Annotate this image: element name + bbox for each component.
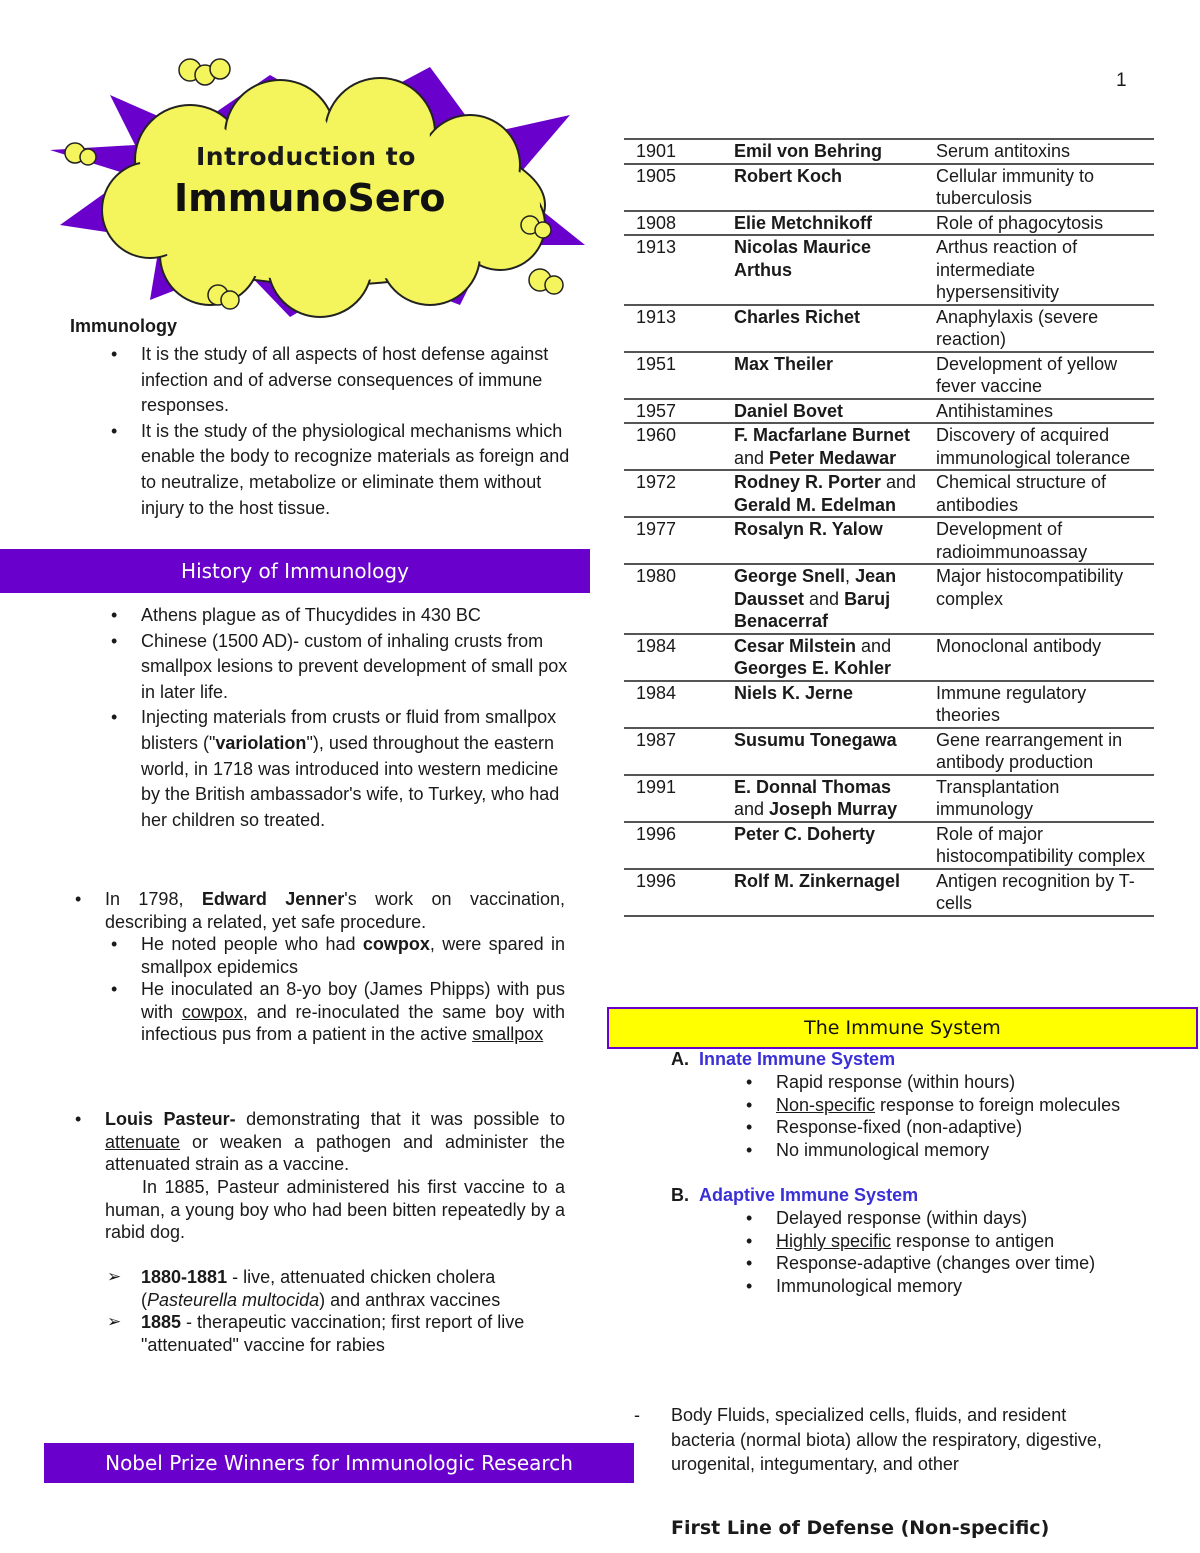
table-row: 1996 Peter C. Doherty Role of major histocompatibility complex (624, 822, 1154, 869)
table-row: 1977 Rosalyn R. Yalow Development of radioimmunoassay (624, 517, 1154, 564)
list-item: • Louis Pasteur- demonstrating that it was possible to attenuate or weaken a pathogen and administer the attenuated strain as a vaccine. (105, 1108, 565, 1176)
table-row: 1951 Max Theiler Development of yellow fever vaccine (624, 352, 1154, 399)
table-row: 1972 Rodney R. Porter and Gerald M. Edelman Chemical structure of antibodies (624, 470, 1154, 517)
jenner-sub-list (141, 933, 565, 1046)
list-item: • Delayed response (within days) (776, 1207, 1176, 1230)
nobel-heading: Nobel Prize Winners for Immunologic Research (105, 1451, 573, 1475)
table-row: 1984 Niels K. Jerne Immune regulatory theories (624, 681, 1154, 728)
pasteur-paragraph: In 1885, Pasteur administered his first vaccine to a human, a young boy who had been bitten repeatedly by a rabid dog. (105, 1177, 565, 1242)
list-item: • Chinese (1500 AD)- custom of inhaling crusts from smallpox lesions to prevent development of small pox in later life. (141, 629, 571, 706)
table-row: 1913 Nicolas Maurice Arthus Arthus reaction of intermediate hypersensitivity (624, 235, 1154, 305)
immunology-bullet-list (141, 342, 571, 521)
table-row: 1913 Charles Richet Anaphylaxis (severe reaction) (624, 305, 1154, 352)
nobel-heading-bar (44, 1443, 634, 1483)
history-heading-bar (0, 549, 590, 593)
list-item: • Response-fixed (non-adaptive) (776, 1116, 1176, 1139)
table-row: 1905 Robert Koch Cellular immunity to tuberculosis (624, 164, 1154, 211)
list-item: • Athens plague as of Thucydides in 430 BC (141, 603, 571, 629)
pasteur-arrow-item-1: ➢ 1880-1881 - live, attenuated chicken cholera (Pasteurella multocida) and anthrax vaccines (107, 1267, 501, 1310)
immune-system-heading-bar (607, 1007, 1198, 1049)
body-fluids-text: Body Fluids, specialized cells, fluids, and resident bacteria (normal biota) allow the respiratory, digestive, urogenital, integumentary, and other (671, 1405, 1102, 1474)
list-item: • He inoculated an 8-yo boy (James Phipps) with pus with cowpox, and re-inoculated the same boy with infectious pus from a patient in the active smallpox (141, 978, 565, 1046)
pasteur-list (105, 1108, 565, 1176)
table-row: 1984 Cesar Milstein and Georges E. Kohler Monoclonal antibody (624, 634, 1154, 681)
title-line-2: ImmunoSero (174, 176, 446, 220)
table-row: 1908 Elie Metchnikoff Role of phagocytosis (624, 211, 1154, 236)
list-item: • It is the study of the physiological mechanisms which enable the body to recognize materials as foreign and to neutralize, metabolize or eliminate them without injury to the host tissue. (141, 419, 571, 521)
first-line-heading: First Line of Defense (Non-specific) (671, 1517, 1050, 1539)
jenner-list (105, 888, 565, 933)
innate-list (776, 1071, 1176, 1161)
dash-marker: - (634, 1405, 640, 1425)
immunology-heading: Immunology (70, 316, 177, 336)
title-line-1: Introduction to (196, 142, 416, 171)
table-row: 1996 Rolf M. Zinkernagel Antigen recognition by T-cells (624, 869, 1154, 916)
immune-system-heading: The Immune System (804, 1017, 1001, 1039)
list-item: • Highly specific response to antigen (776, 1230, 1176, 1253)
list-item: • No immunological memory (776, 1139, 1176, 1162)
list-item: • Rapid response (within hours) (776, 1071, 1176, 1094)
innate-label: A. Innate Immune System (671, 1049, 896, 1069)
list-item: • He noted people who had cowpox, were spared in smallpox epidemics (141, 933, 565, 978)
page-number: 1 (1116, 70, 1127, 91)
list-item: • Response-adaptive (changes over time) (776, 1252, 1176, 1275)
table-row: 1980 George Snell, Jean Dausset and Baruj Benacerraf Major histocompatibility complex (624, 564, 1154, 634)
list-item: • Non-specific response to foreign molecules (776, 1094, 1176, 1117)
arrow-icon: ➢ (107, 1312, 122, 1331)
nobel-table (624, 138, 1154, 917)
table-row: 1957 Daniel Bovet Antihistamines (624, 399, 1154, 424)
list-item: • Injecting materials from crusts or fluid from smallpox blisters ("variolation"), used throughout the eastern world, in 1718 was introduced into western medicine by the British ambassador's wife, to Turkey, who had her children so treated. (141, 705, 571, 833)
adaptive-list (776, 1207, 1176, 1297)
arrow-icon: ➢ (107, 1267, 122, 1286)
pasteur-arrow-item-2: ➢ 1885 - therapeutic vaccination; first report of live "attenuated" vaccine for rabies (107, 1312, 525, 1355)
table-row: 1901 Emil von Behring Serum antitoxins (624, 139, 1154, 164)
table-row: 1960 F. Macfarlane Burnet and Peter Medawar Discovery of acquired immunological tolerance (624, 423, 1154, 470)
history-heading: History of Immunology (181, 559, 409, 583)
list-item: • Immunological memory (776, 1275, 1176, 1298)
table-row: 1991 E. Donnal Thomas and Joseph Murray Transplantation immunology (624, 775, 1154, 822)
adaptive-label: B. Adaptive Immune System (671, 1185, 919, 1205)
table-row: 1987 Susumu Tonegawa Gene rearrangement in antibody production (624, 728, 1154, 775)
history-bullet-list (141, 603, 571, 833)
list-item: • It is the study of all aspects of host defense against infection and of adverse consequences of immune responses. (141, 342, 571, 419)
list-item: • In 1798, Edward Jenner's work on vaccination, describing a related, yet safe procedure. (105, 888, 565, 933)
